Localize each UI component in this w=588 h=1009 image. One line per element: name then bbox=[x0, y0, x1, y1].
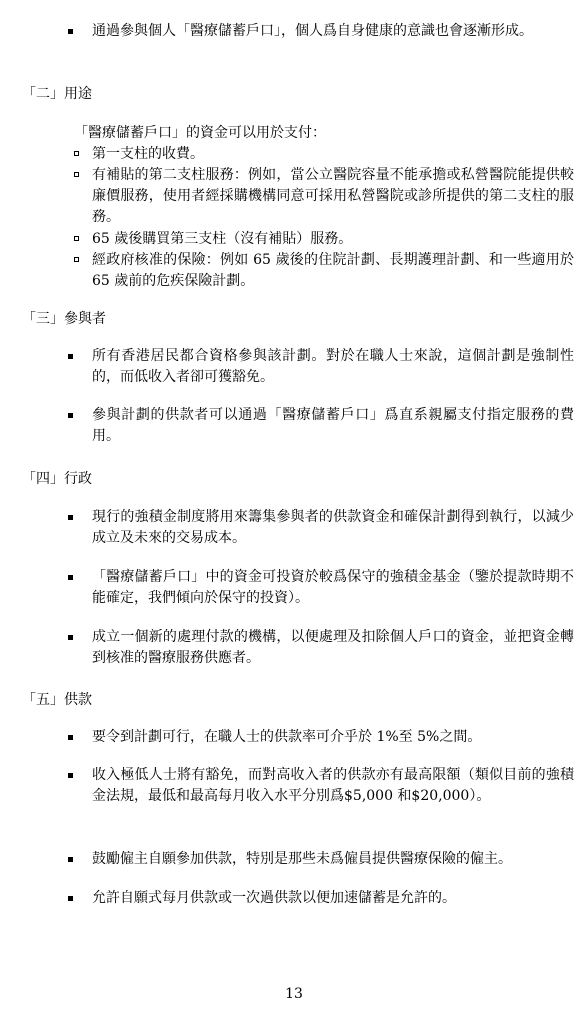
section-2-sub-item: 第一支柱的收費。 bbox=[92, 146, 204, 162]
bullet-marker bbox=[68, 29, 73, 34]
bullet-marker bbox=[68, 773, 73, 778]
bullet-marker bbox=[68, 354, 73, 359]
sub-bullet-marker bbox=[74, 257, 79, 262]
section-heading-2: 「二」用途 bbox=[22, 86, 92, 102]
section-2-sub-item: 有補貼的第二支柱服務：例如，當公立醫院容量不能承擔或私營醫院能提供較廉價服務，使用者經採購機構同意可採用私營醫院或診所提供的第二支柱的服務。 bbox=[92, 167, 574, 225]
bullet-marker bbox=[68, 735, 73, 740]
section-4-bullet: 成立一個新的處理付款的機構，以便處理及扣除個人戶口的資金，並把資金轉到核准的醫療服務供應者。 bbox=[92, 629, 574, 666]
section-heading-4: 「四」行政 bbox=[22, 471, 92, 487]
section-5-bullet: 收入極低人士將有豁免，而對高收入者的供款亦有最高限額（類似目前的強積金法規，最低和最高每月收入水平分別爲$5,000 和$20,000）。 bbox=[92, 767, 574, 804]
section-4-bullet: 現行的強積金制度將用來籌集參與者的供款資金和確保計劃得到執行，以減少成立及未來的交易成本。 bbox=[92, 509, 574, 546]
section-2-sub-item: 65 歲後購買第三支柱（沒有補貼）服務。 bbox=[92, 231, 353, 247]
intro-bullet-text: 通過參與個人「醫療儲蓄戶口」，個人爲自身健康的意識也會逐漸形成。 bbox=[92, 23, 533, 39]
bullet-marker bbox=[68, 635, 73, 640]
page-number: 13 bbox=[285, 986, 303, 1002]
sub-bullet-marker bbox=[74, 236, 79, 241]
section-2-lead: 「醫療儲蓄戶口」的資金可以用於支付： bbox=[74, 125, 326, 141]
section-3-bullet: 參與計劃的供款者可以通過「醫療儲蓄戶口」爲直系親屬支付指定服務的費用。 bbox=[92, 407, 574, 444]
section-3-bullet: 所有香港居民都合資格參與該計劃。對於在職人士來說，這個計劃是強制性的，而低收入者卻可獲豁免。 bbox=[92, 348, 574, 385]
section-2-sub-item: 經政府核准的保險：例如 65 歲後的住院計劃、長期護理計劃、和一些適用於 65 歲前的危疾保險計劃。 bbox=[92, 252, 574, 289]
sub-bullet-marker bbox=[74, 172, 79, 177]
bullet-marker bbox=[68, 413, 73, 418]
section-4-bullet: 「醫療儲蓄戶口」中的資金可投資於較爲保守的強積金基金（鑒於提款時期不能確定，我們傾向於保守的投資）。 bbox=[92, 569, 574, 606]
bullet-marker bbox=[68, 857, 73, 862]
section-heading-5: 「五」供款 bbox=[22, 692, 92, 708]
bullet-marker bbox=[68, 575, 73, 580]
sub-bullet-marker bbox=[74, 151, 79, 156]
bullet-marker bbox=[68, 515, 73, 520]
section-5-bullet: 要令到計劃可行，在職人士的供款率可介乎於 1%至 5%之間。 bbox=[92, 729, 482, 745]
section-5-bullet: 鼓勵僱主自願參加供款，特別是那些未爲僱員提供醫療保險的僱主。 bbox=[92, 851, 512, 867]
section-5-bullet: 允許自願式每月供款或一次過供款以便加速儲蓄是允許的。 bbox=[92, 890, 456, 906]
section-heading-3: 「三」參與者 bbox=[22, 311, 106, 327]
bullet-marker bbox=[68, 896, 73, 901]
